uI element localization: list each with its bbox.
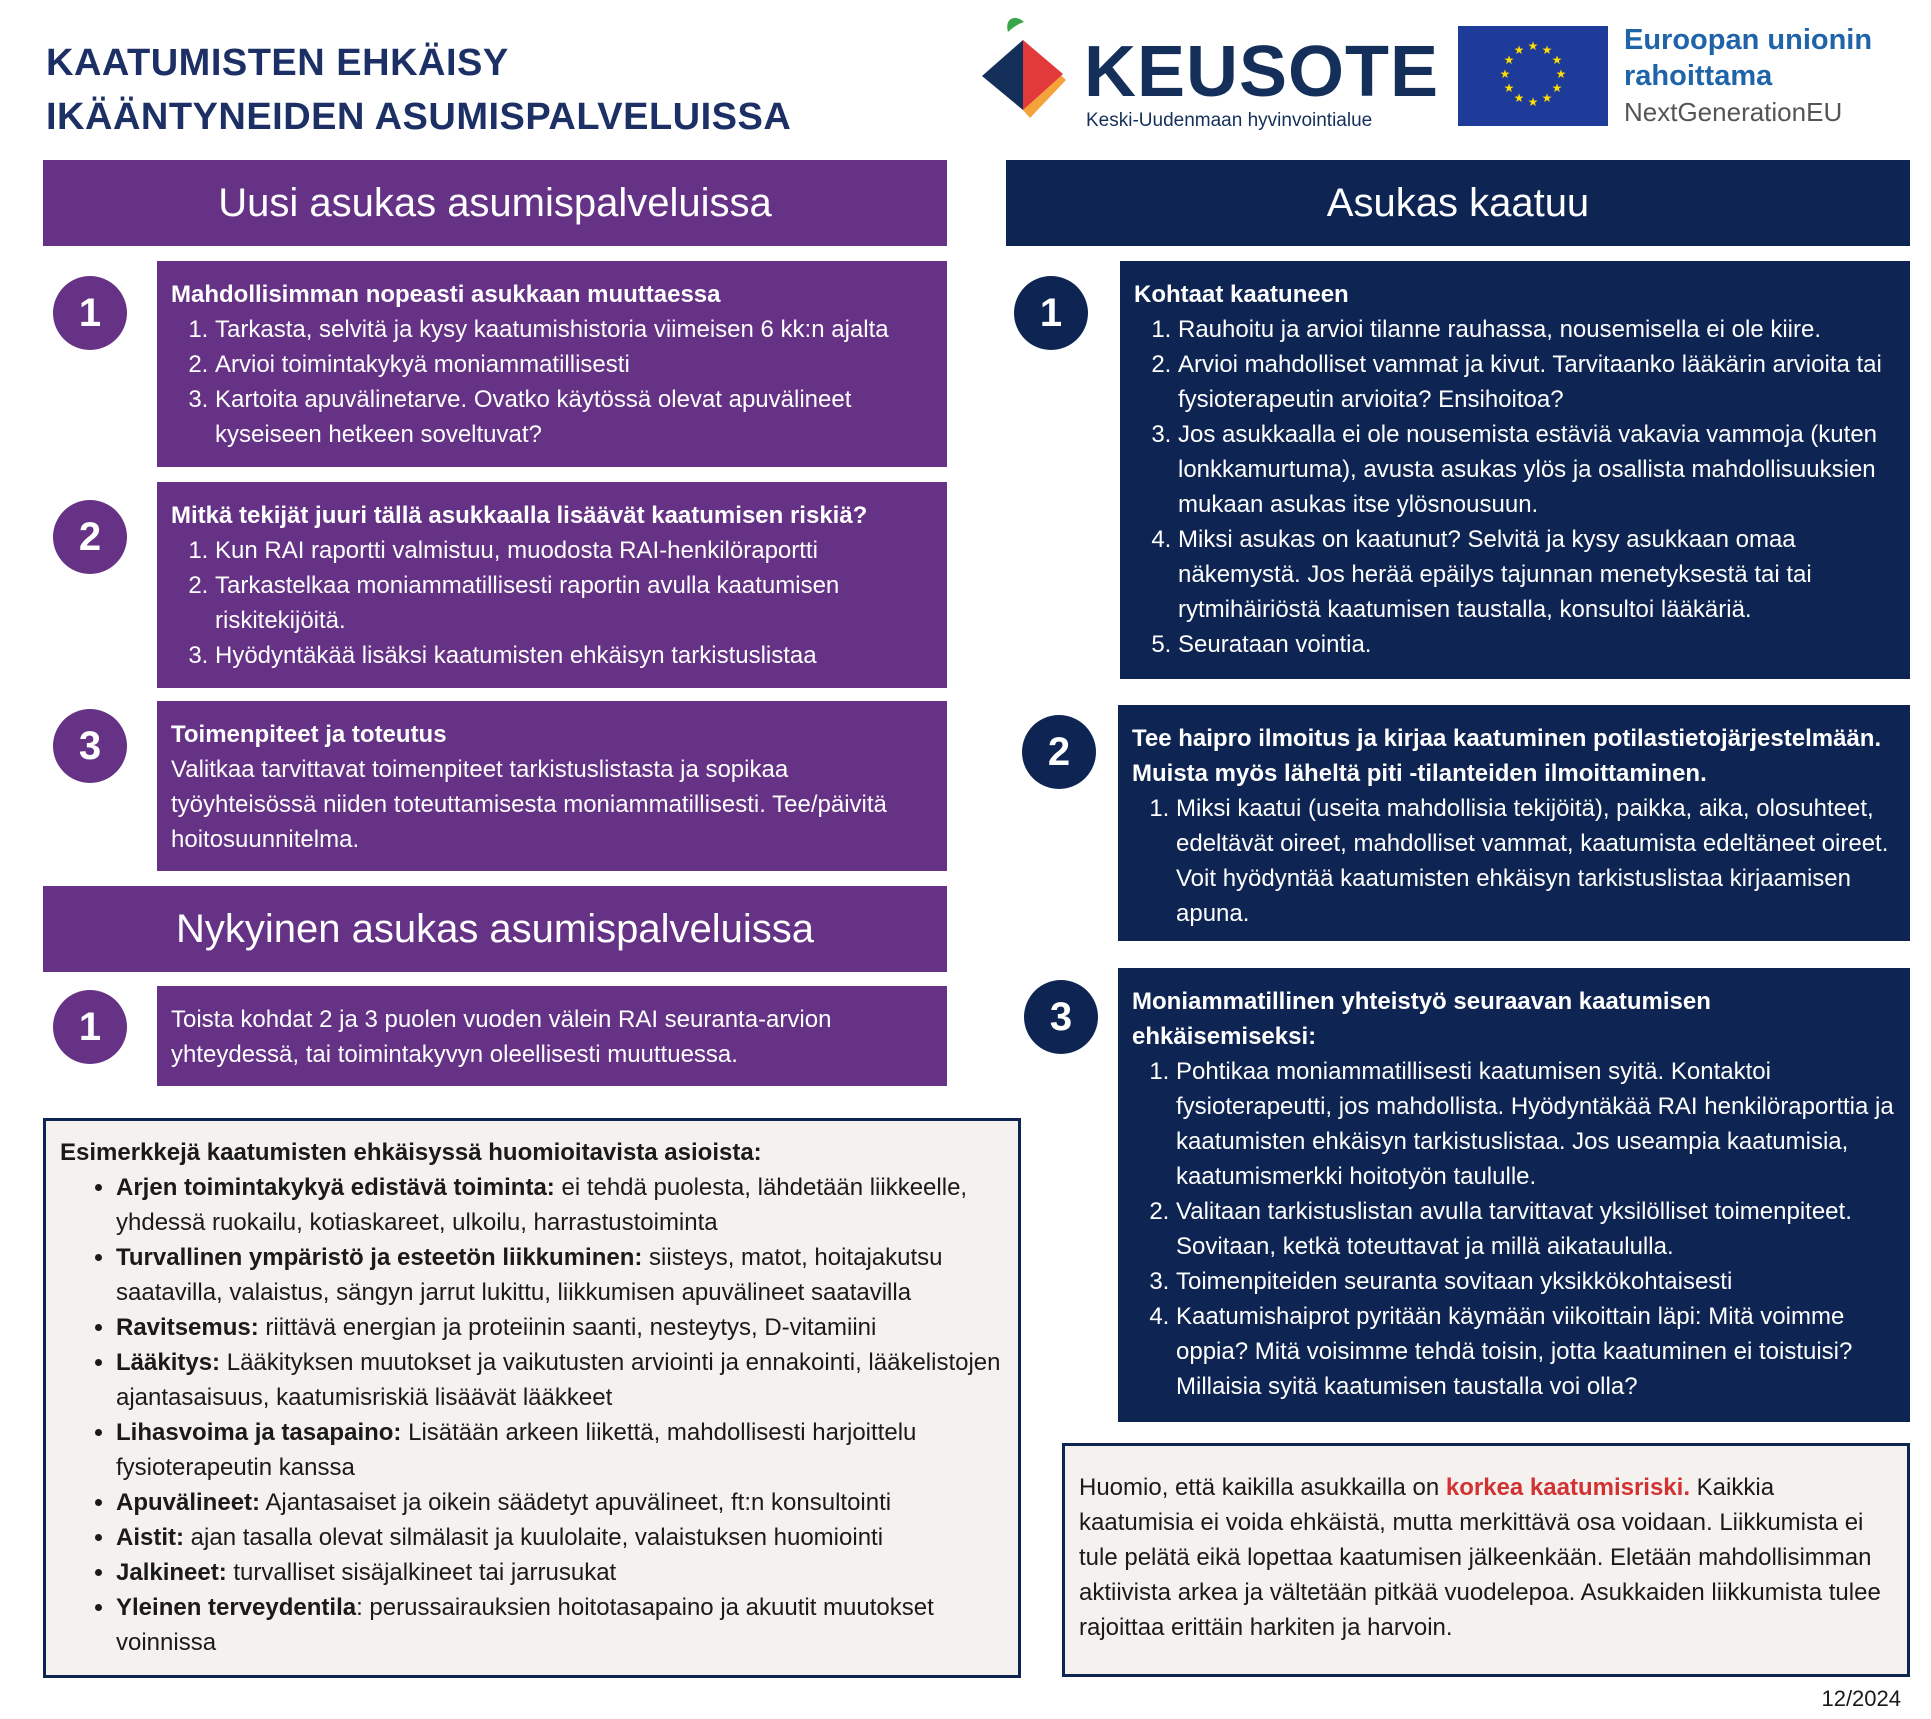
list-item: 1. Miksi kaatui (useita mahdollisia tekijöitä), paikka, aika, olosuhteet, edeltävät oireet, mahdolliset vammat, kaatumista edeltäneet oireet. Voit hyödyntää kaatumisten ehkäisyn tarkistuslistaa kirjaamisen apuna. — [1176, 791, 1896, 931]
eu-funding-text — [1624, 22, 1872, 130]
note-text-pre: Huomio, että kaikilla asukkailla on — [1079, 1474, 1446, 1501]
svg-text:★: ★ — [1555, 67, 1567, 81]
step-heading: Toimenpiteet ja toteutus — [171, 721, 447, 748]
svg-text:★: ★ — [1503, 53, 1515, 67]
eu-line-1: Euroopan unionin — [1624, 24, 1873, 56]
falls-step-1 — [1120, 261, 1910, 679]
note-highlight: korkea kaatumisriski. — [1445, 1474, 1690, 1501]
list-item: 1. Kun RAI raportti valmistuu, muodosta RAI-henkilöraportti — [215, 533, 933, 568]
step-number: 1 — [53, 276, 127, 350]
list-item: • Apuvälineet: Ajantasaiset ja oikein säädetyt apuvälineet, ft:n konsultointi — [116, 1485, 1004, 1520]
list-item: • Ravitsemus: riittävä energian ja proteiinin saanti, nesteytys, D-vitamiini — [116, 1310, 1004, 1345]
list-item: 4. Miksi asukas on kaatunut? Selvitä ja kysy asukkaan omaa näkemystä. Jos herää epäilys tajunnan menetyksestä tai tai rytmihäiriöstä kaatumisen taustalla, konsultoi lääkäriä. — [1178, 522, 1896, 627]
examples-box — [43, 1118, 1021, 1678]
header-new-resident: Uusi asukas asumispalveluissa — [43, 160, 947, 246]
svg-text:★: ★ — [1527, 95, 1539, 109]
step-number: 3 — [53, 709, 127, 783]
current-resident-step-1 — [157, 986, 947, 1086]
eu-flag-icon — [1458, 26, 1608, 126]
list-item: 2. Tarkastelkaa moniammatillisesti raportin avulla kaatumisen riskitekijöitä. — [215, 568, 933, 638]
list-item: 1. Rauhoitu ja arvioi tilanne rauhassa, nousemisella ei ole kiire. — [1178, 312, 1896, 347]
list-item: • Jalkineet: turvalliset sisäjalkineet tai jarrusukat — [116, 1555, 1004, 1590]
list-item: • Arjen toimintakykyä edistävä toiminta: ei tehdä puolesta, lähdetään liikkeelle, yhdessä ruokailu, kotiaskareet, ulkoilu, harrastustoiminta — [116, 1170, 1004, 1240]
step-text: Valitkaa tarvittavat toimenpiteet tarkistuslistasta ja sopikaa työyhteisössä niiden toteuttamisesta moniammatillisesti. Tee/päivitä hoitosuunnitelma. — [171, 756, 887, 853]
list-item: 3. Jos asukkaalla ei ole nousemista estäviä vakavia vammoja (kuten lonkkamurtuma), avusta asukas ylös ja osallista mahdollisuuksien mukaan asukas itse ylösnousuun. — [1178, 417, 1896, 522]
new-resident-step-1 — [157, 261, 947, 467]
svg-text:★: ★ — [1551, 53, 1563, 67]
list-item: 1. Pohtikaa moniammatillisesti kaatumisen syitä. Kontaktoi fysioterapeutti, jos mahdollista. Hyödyntäkää RAI henkilöraporttia ja kaatumisten ehkäisyn tarkistuslistaa. Jos useampia kaatumisia, kaatumismerkki hoitotyön taululle. — [1176, 1054, 1896, 1194]
note-text-post: Kaikkia kaatumisia ei voida ehkäistä, mutta merkittävä osa voidaan. Liikkumista ei tule pelätä eikä lopettaa kaatumisen jälkeenkään. Eletään mahdollisimman aktiivista arkea ja vältetään pitkää vuodelepoa. Asukkaiden liikkumista tulee rajoittaa erittäin harkiten ja harvoin. — [1079, 1474, 1881, 1641]
svg-text:★: ★ — [1551, 81, 1563, 95]
svg-text:★: ★ — [1541, 91, 1553, 105]
falls-step-3 — [1118, 968, 1910, 1422]
examples-heading: Esimerkkejä kaatumisten ehkäisyssä huomioitavista asioista: — [60, 1139, 762, 1166]
page-title — [46, 36, 791, 144]
step-number: 1 — [1014, 276, 1088, 350]
title-line-2: IKÄÄNTYNEIDEN ASUMISPALVELUISSA — [46, 96, 792, 138]
step-number: 2 — [53, 500, 127, 574]
new-resident-step-3 — [157, 701, 947, 871]
svg-text:★: ★ — [1499, 67, 1511, 81]
document-date: 12/2024 — [1821, 1686, 1901, 1711]
list-item: • Aistit: ajan tasalla olevat silmälasit ja kuulolaite, valaistuksen huomiointi — [116, 1520, 1004, 1555]
list-item: 3. Kartoita apuvälinetarve. Ovatko käytössä olevat apuvälineet kyseiseen hetkeen soveltuvat? — [215, 382, 933, 452]
step-text: Toista kohdat 2 ja 3 puolen vuoden välein RAI seuranta-arvion yhteydessä, tai toimintakyvyn oleellisesti muuttuessa. — [171, 1006, 832, 1068]
list-item: 2. Arvioi mahdolliset vammat ja kivut. Tarvitaanko lääkärin arvioita tai fysioterapeutin arvioita? Ensihoitoa? — [1178, 347, 1896, 417]
title-line-1: KAATUMISTEN EHKÄISY — [46, 42, 509, 84]
step-heading: Tee haipro ilmoitus ja kirjaa kaatuminen potilastietojärjestelmään. Muista myös läheltä piti -tilanteiden ilmoittaminen. — [1132, 725, 1882, 787]
eu-line-2: rahoittama — [1624, 60, 1773, 92]
list-item: • Lihasvoima ja tasapaino: Lisätään arkeen liikettä, mahdollisesti harjoittelu fysioterapeutin kanssa — [116, 1415, 1004, 1485]
risk-note-box — [1062, 1443, 1910, 1677]
list-item: 3. Toimenpiteiden seuranta sovitaan yksikkökohtaisesti — [1176, 1264, 1896, 1299]
step-heading: Kohtaat kaatuneen — [1134, 281, 1349, 308]
svg-text:★: ★ — [1541, 43, 1553, 57]
falls-step-2 — [1118, 705, 1910, 941]
step-heading: Mahdollisimman nopeasti asukkaan muuttaessa — [171, 281, 721, 308]
step-number: 3 — [1024, 980, 1098, 1054]
list-item: 4. Kaatumishaiprot pyritään käymään viikoittain läpi: Mitä voimme oppia? Mitä voisimme tehdä toisin, jotta kaatuminen ei toistuisi? Millaisia syitä kaatumisen taustalla voi olla? — [1176, 1299, 1896, 1404]
list-item: 5. Seurataan vointia. — [1178, 627, 1896, 662]
new-resident-step-2 — [157, 482, 947, 688]
keusote-name: KEUSOTE — [1084, 32, 1440, 112]
svg-text:★: ★ — [1527, 39, 1539, 53]
list-item: • Lääkitys: Lääkityksen muutokset ja vaikutusten arviointi ja ennakointi, lääkelistojen ajantasaisuus, kaatumisriskiä lisäävät lääkkeet — [116, 1345, 1004, 1415]
keusote-subtitle: Keski-Uudenmaan hyvinvointialue — [1086, 110, 1373, 131]
svg-text:★: ★ — [1513, 91, 1525, 105]
svg-text:★: ★ — [1513, 43, 1525, 57]
list-item: • Turvallinen ympäristö ja esteetön liikkuminen: siisteys, matot, hoitajakutsu saatavilla, valaistus, sängyn jarrut lukittu, liikkumisen apuvälineet saatavilla — [116, 1240, 1004, 1310]
step-heading: Moniammatillinen yhteistyö seuraavan kaatumisen ehkäisemiseksi: — [1132, 988, 1711, 1050]
svg-text:★: ★ — [1503, 81, 1515, 95]
eu-line-3: NextGenerationEU — [1624, 97, 1843, 127]
list-item: • Yleinen terveydentila: perussairauksien hoitotasapaino ja akuutit muutokset voinnissa — [116, 1590, 1004, 1660]
list-item: 2. Arvioi toimintakykyä moniammatillisesti — [215, 347, 933, 382]
step-heading: Mitkä tekijät juuri tällä asukkaalla lisäävät kaatumisen riskiä? — [171, 502, 868, 529]
keusote-emblem-icon — [968, 14, 1078, 134]
list-item: 2. Valitaan tarkistuslistan avulla tarvittavat yksilölliset toimenpiteet. Sovitaan, ketkä toteuttavat ja millä aikataululla. — [1176, 1194, 1896, 1264]
header-resident-falls: Asukas kaatuu — [1006, 160, 1910, 246]
step-number: 2 — [1022, 715, 1096, 789]
keusote-logo — [968, 14, 1440, 134]
list-item: 3. Hyödyntäkää lisäksi kaatumisten ehkäisyn tarkistuslistaa — [215, 638, 933, 673]
step-number: 1 — [53, 990, 127, 1064]
list-item: 1. Tarkasta, selvitä ja kysy kaatumishistoria viimeisen 6 kk:n ajalta — [215, 312, 933, 347]
header-current-resident: Nykyinen asukas asumispalveluissa — [43, 886, 947, 972]
